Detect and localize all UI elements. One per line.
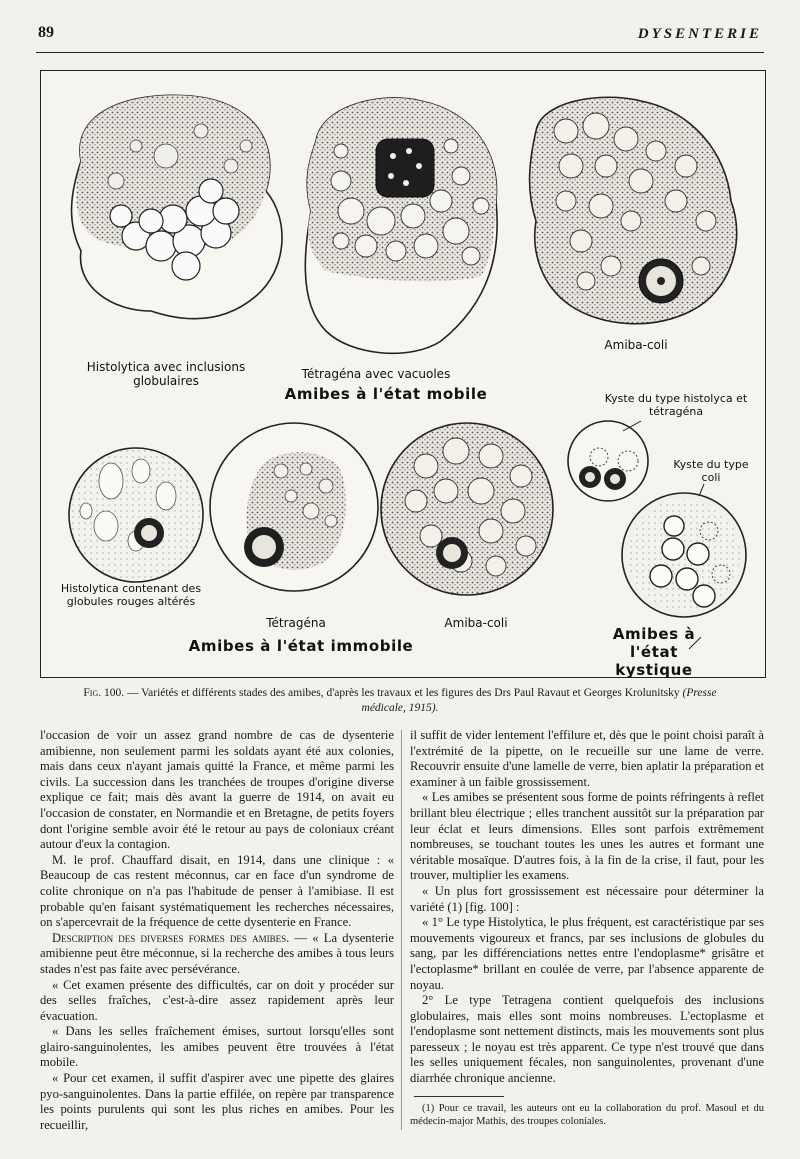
paragraph: M. le prof. Chauffard disait, en 1914, dans une clinique : « Beaucoup de cas restent méconnus, car en face d'un syndrome de colite chronique on n'a pas l'habitude de penser à l'amibiase. Il est probable qu'en faisant systématiquement les recherches nécessaires, on s'apercevrait de la fréquence de cette dysenterie en France. bbox=[40, 852, 394, 930]
histolytica-globules-cell bbox=[69, 448, 203, 582]
leader-line bbox=[699, 484, 704, 496]
footnote: (1) Pour ce travail, les auteurs ont eu la collaboration du prof. Masoul et du médecin-major Mathis, des troupes coloniales. bbox=[410, 1103, 764, 1127]
figure-amoeba-plate bbox=[40, 70, 766, 678]
tetragena-vacuoles-cell bbox=[305, 98, 497, 353]
paragraph: « Pour cet examen, il suffit d'aspirer avec une pipette des glaires pyo-sanguinolentes. Dans la partie effilée, on repère par transparence les points purulents qui sont les plus riches en amibes. Pour les recueillir, bbox=[40, 1071, 394, 1132]
paragraph-text: — « La dysenterie amibienne peut être méconnue, si la recherche des amibes à tous leurs stades n'est pas faite avec persévérance. bbox=[40, 930, 394, 976]
kyste-histolytica-cell bbox=[568, 421, 648, 501]
label-tetragena-bottom: Tétragéna bbox=[266, 616, 326, 630]
label-amiba-coli-top: Amiba-coli bbox=[604, 338, 668, 352]
caption-text: — Variétés et différents stades des amibes, d'après les travaux et les figures des Drs Paul Ravaut et Georges Krolunitsky bbox=[124, 687, 683, 699]
header-rule bbox=[36, 52, 764, 53]
figure-caption bbox=[80, 686, 720, 716]
running-title: DYSENTERIE bbox=[637, 26, 762, 42]
label-amiba-coli-bottom: Amiba-coli bbox=[444, 616, 508, 630]
label-histolytica-inclusions: Histolytica avec inclusions globulaires bbox=[86, 360, 246, 388]
paragraph: « Cet examen présente des difficultés, car on doit y procéder sur des selles fraîches, c'est-à-dire assez rapidement après leur évacuation. bbox=[40, 977, 394, 1023]
page-number: 89 bbox=[38, 24, 54, 41]
label-tetragena-vacuoles: Tétragéna avec vacuoles bbox=[301, 367, 451, 381]
section-heading: Description des diverses formes des amibes. bbox=[52, 930, 290, 945]
kyste-coli-cell bbox=[622, 493, 746, 617]
heading-immobile: Amibes à l'état immobile bbox=[188, 637, 414, 655]
paragraph: « 1° Le type Histolytica, le plus fréquent, est caractéristique par ses mouvements vigoureux et francs, par ses inclusions de globules du sang, par les différenciations nettes entre l'endoplasme* grisâtre et l'ectoplasme* brillant en coulée de verre, par l'absence apparente de noyau. bbox=[410, 915, 764, 992]
paragraph: 2° Le type Tetragena contient quelquefois des inclusions globulaires, mais elles sont moins nombreuses. L'ectoplasme et l'endoplasme sont nettement distincts, mais les mouvements sont plus paresseux ; le noyau est très apparent. Ce type n'est trouvé que dans les selles uniquement fécales, non sanguinolentes, provenant d'une diarrhée chronique ancienne. bbox=[410, 993, 764, 1086]
amiba-coli-mobile-cell bbox=[530, 97, 737, 323]
histolytica-inclusions-cell bbox=[72, 95, 282, 318]
caption-fig-label: Fig. 100. bbox=[83, 687, 125, 699]
paragraph: « Dans les selles fraîchement émises, surtout lorsqu'elles sont glairo-sanguinolentes, les amibes peuvent être trouvées à l'état mobile. bbox=[40, 1024, 394, 1070]
label-histolytica-globules: Histolytica contenant des globules rouges altérés bbox=[60, 582, 202, 608]
paragraph: « Un plus fort grossissement est nécessaire pour déterminer la variété (1) [fig. 100] : bbox=[410, 883, 764, 914]
caption-source: (Presse médicale, 1915). bbox=[361, 687, 717, 714]
label-kyste-coli: Kyste du type coli bbox=[673, 458, 749, 484]
label-kyste-histolytica: Kyste du type histolyca et tétragéna bbox=[604, 392, 748, 418]
column-divider bbox=[401, 730, 402, 1130]
paragraph: il suffit de vider lentement l'effilure et, dès que le point choisi paraît à l'extrémité de la pipette, on le recueille sur une lame de verre. Recouvrir ensuite d'une lamelle de verre, bien aplatir la préparation et examiner à un faible grossissement. bbox=[410, 728, 764, 789]
left-column bbox=[40, 728, 394, 1133]
footnote-rule bbox=[414, 1096, 504, 1097]
heading-kystique: Amibes à l'état kystique bbox=[612, 625, 696, 679]
paragraph bbox=[40, 931, 394, 978]
heading-mobile: Amibes à l'état mobile bbox=[284, 385, 488, 403]
paragraph: l'occasion de voir un assez grand nombre de cas de dysenterie amibienne, non seulement parmi les soldats ayant été aux colonies, mais dans ceux n'ayant jamais quitté la France, et même parmi les civils. La succession dans les tranchées de troupes d'origine diverse explique ce fait; mais dès avant la guerre de 1914, on avait eu l'occasion de constater, en Normandie et en Bretagne, de petits foyers dont l'origine semble avoir été le retour au pays de coloniaux créant autour d'eux la contagion. bbox=[40, 728, 394, 852]
tetragena-immobile-cell bbox=[210, 423, 378, 591]
amiba-coli-immobile-cell bbox=[381, 423, 553, 595]
right-column bbox=[410, 728, 764, 1087]
paragraph: « Les amibes se présentent sous forme de points réfringents à reflet brillant bleu électrique ; elles tranchent aussitôt sur la préparation par leur éclat et leurs dimensions. Elles sont parfois extrêmement nombreuses, se touchant toutes les unes les autres et formant une véritable mosaïque. D'autres fois, à la fin de la crise, il faut, pour les trouver, multiplier les examens. bbox=[410, 790, 764, 883]
